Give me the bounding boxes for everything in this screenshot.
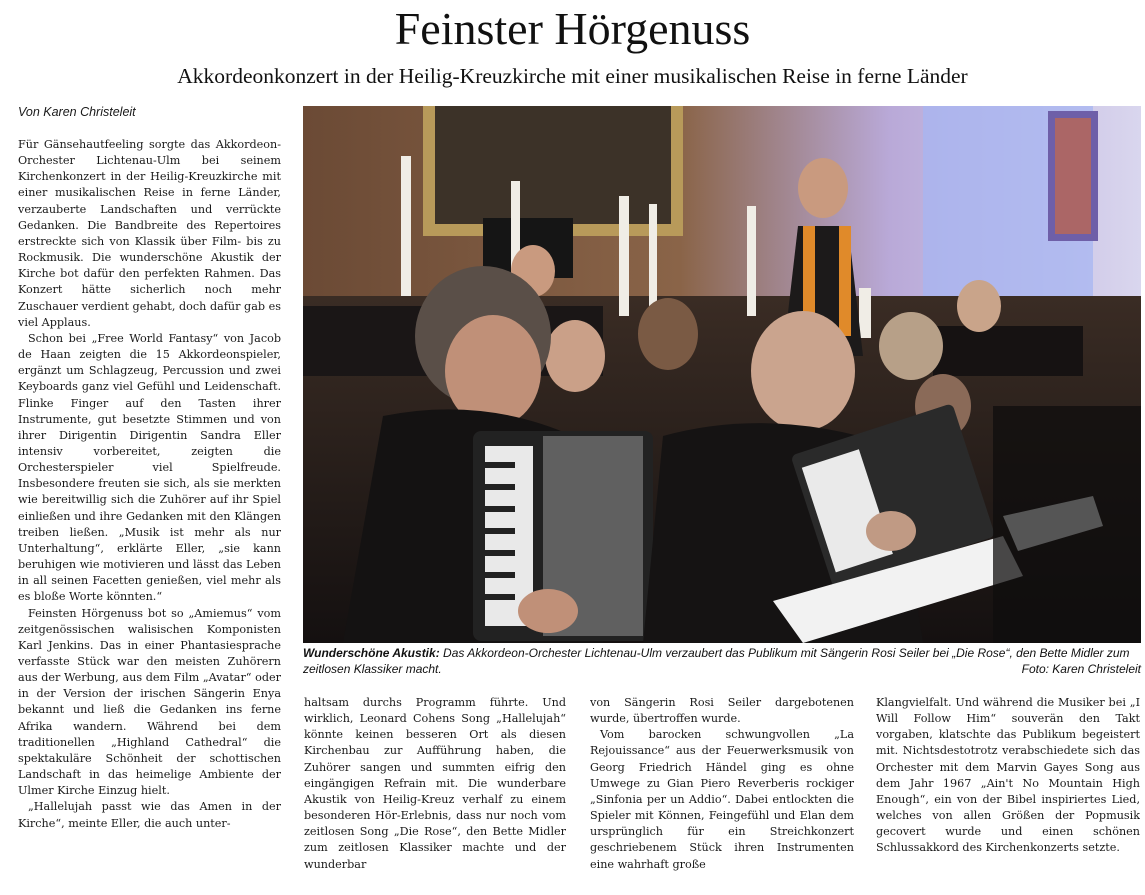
- paragraph: Für Gänsehautfeeling sorgte das Akkordeon-Orchester Lichtenau-Ulm bei seinem Kirchenkonzert in der Heilig-Kreuzkirche mit einer musikalischen Reise in ferne Länder, verzauberte Landschaften und verrückte Gedanken. Die Bandbreite des Repertoires erstreckte sich von Klassik über Film- bis zu Rockmusik. Die wunderschöne Akustik der Kirche bot dafür den perfekten Rahmen. Das Konzert hätte sicherlich noch mehr Zuschauer verdient gehabt, doch dafür gab es viel Applaus.: [18, 138, 281, 329]
- paragraph: Klangvielfalt. Und während die Musiker bei „I Will Follow Him“ souverän den Takt vorgaben, klatschte das Publikum begeistert mit. Nichtsdestotrotz verabschiedete sich das Orchester mit dem Marvin Gayes Song aus dem Jahr 1967 „Ain't No Mountain High Enough“, ein von der Bibel inspiriertes Lied, welches von allen Größen der Popmusik gecovert wurde und einen schönen Schlussakkord des Kirchenkonzerts setzte.: [876, 696, 1140, 855]
- paragraph: Vom barocken schwungvollen „La Rejouissance“ aus der Feuerwerksmusik von Georg Friedrich Händel ging es ohne Umwege zu Gian Piero Reverberis rockiger „Sinfonia per un Addio“. Dabei entlockten die Spieler mit Können, Feingefühl und Elan dem ursprünglich für ein Streichkonzert geschriebenem Stück ihren Instrumenten eine wahrhaft große: [590, 728, 854, 871]
- article-column-1: [18, 137, 281, 877]
- headline: Feinster Hörgenuss: [394, 3, 751, 54]
- caption-label: Wunderschöne Akustik:: [303, 646, 440, 660]
- article-column-4: [876, 695, 1140, 875]
- paragraph: „Hallelujah passt wie das Amen in der Kirche“, meinte Eller, die auch unter-: [18, 800, 281, 830]
- byline: Von Karen Christeleit: [18, 105, 136, 119]
- paragraph: von Sängerin Rosi Seiler dargebotenen wurde, übertroffen wurde.: [590, 696, 854, 726]
- paragraph: haltsam durchs Programm führte. Und wirklich, Leonard Cohens Song „Hallelujah“ könnte keinen besseren Ort als diesen Kirchenbau zur Aufführung haben, die Zuhörer sangen und summten eifrig den eingängigen Refrain mit. Die wunderbare Akustik von Heilig-Kreuz verhalf zu einem besonderen Hör-Erlebnis, dass nur noch vom zeitlosen Song „Die Rose“, den Bette Midler zum zeitlosen Klassiker machte und der wunderbar: [304, 696, 566, 871]
- photo-credit: Foto: Karen Christeleit: [1021, 661, 1141, 676]
- subheadline: Akkordeonkonzert in der Heilig-Kreuzkirche mit einer musikalischen Reise in ferne Länder: [177, 64, 968, 88]
- concert-photo-illustration: [303, 106, 1141, 643]
- paragraph: Schon bei „Free World Fantasy“ von Jacob de Haan zeigten die 15 Akkordeonspieler, ergänzt um Schlagzeug, Percussion und zwei Keyboards ganz viel Gefühl und Leidenschaft. Flinke Finger auf den Tasten ihrer Instrumente, gut besetzte Stimmen und von ihrer Dirigentin Dirigentin Sandra Eller intensiv vorbereitet, zeigten die Orchesterspieler viel Spielfreude. Insbesondere freuten sie sich, als sie merkten wie bereitwillig sich die Zuhörer auf ihr Spiel einließen und ihre Gedanken mit den Klängen treiben ließen. „Musik ist mehr als nur Unterhaltung“, erklärte Eller, „sie kann beruhigen wie motivieren und lässt das Leben in all seinen Facetten genießen, viel mehr als es bloße Worte könnten.“: [18, 331, 281, 604]
- article-column-2: [304, 695, 566, 875]
- paragraph: Feinsten Hörgenuss bot so „Amiemus“ vom zeitgenössischen walisischen Komponisten Karl Jenkins. Das in einer Phantasiesprache verfasste Stück war den meisten Zuhörern aus der Werbung, aus dem Film „Avatar“ oder in der Version der irischen Sängerin Enya bekannt und ließ die Gedanken ins ferne Afrika wandern. Während bei dem traditionellen „Highland Cathedral“ die spektakuläre Schönheit der schottischen Landschaft in das heimelige Ambiente der Ulmer Kirche Einzug hielt.: [18, 606, 281, 798]
- caption-text: Das Akkordeon-Orchester Lichtenau-Ulm verzaubert das Publikum mit Sängerin Rosi Seiler bei „Die Rose“, den Bette Midler zum zeitlosen Klassiker macht.: [303, 646, 1130, 676]
- photo-caption: [303, 646, 1141, 677]
- article-column-3: [590, 695, 854, 875]
- concert-photo: [303, 106, 1141, 643]
